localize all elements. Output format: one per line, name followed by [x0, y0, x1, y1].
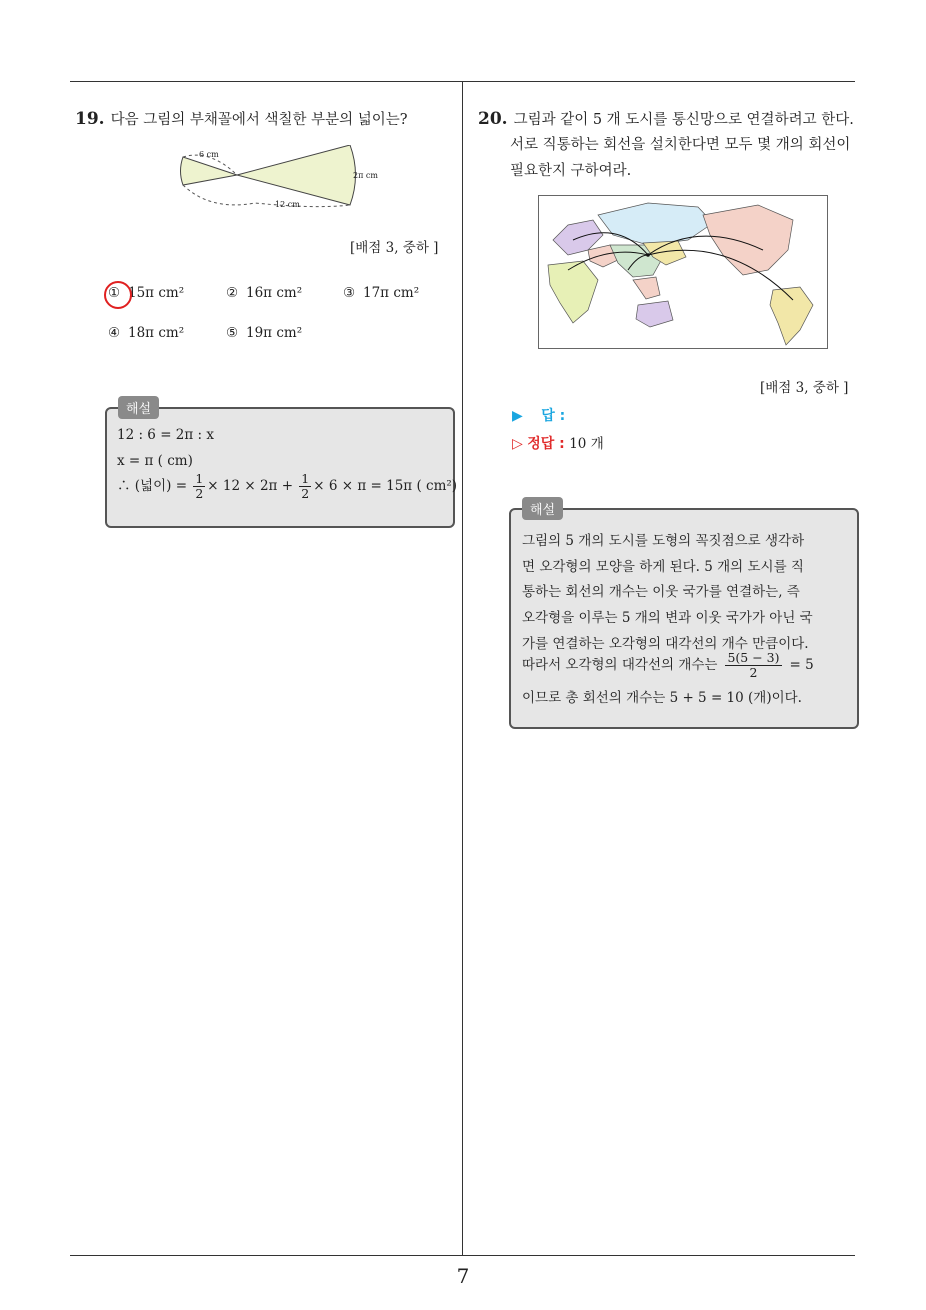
q19-large-sector — [237, 145, 356, 205]
q19-expl-line1: 12 : 6 = 2π : x — [117, 427, 214, 443]
play-icon: ▶ — [512, 408, 523, 424]
bottom-rule — [70, 1255, 855, 1256]
q19-meta: [배점 3, 중하 ] — [350, 240, 439, 256]
q20-stem-line1: 20. 그림과 같이 5 개 도시를 통신망으로 연결하려고 한다. — [478, 109, 854, 129]
q19-choice-3[interactable]: ③ 17π cm² — [343, 285, 420, 301]
q19-expl-line3: ∴ (넓이) = $\frac{1}{2}$ × 12 × 2π + $\frac{1}{2}$ × 6 × π = 15π ( cm²) — [117, 471, 458, 501]
q19-choice-2[interactable]: ② 16π cm² — [226, 285, 303, 301]
q19-small-sector — [181, 157, 238, 185]
fraction: $\frac{5(5 - 3)}{2}$ — [727, 650, 780, 680]
outline-triangle-icon: ▷ — [512, 436, 523, 452]
q19-number: 19. — [75, 109, 105, 129]
q20-correct-value: 10 개 — [569, 436, 604, 452]
q20-stem-line2: 서로 직통하는 회선을 설치한다면 모두 몇 개의 회선이 — [510, 137, 851, 153]
fraction: $\frac{1}{2}$ — [195, 471, 204, 501]
q20-number: 20. — [478, 109, 508, 129]
q19-choice-1[interactable]: ① 15π cm² — [108, 285, 184, 301]
q19-expl-line2: x = π ( cm) — [117, 453, 193, 469]
q19-label-12cm: 12 cm — [275, 200, 300, 209]
fraction: $\frac{1}{2}$ — [301, 471, 310, 501]
q19-text: 다음 그림의 부채꼴에서 색칠한 부분의 넓이는? — [110, 112, 408, 128]
q20-world-map — [538, 195, 828, 349]
q20-expl-line5: 가를 연결하는 오각형의 대각선의 개수 만큼이다. — [522, 636, 809, 652]
q19-choice-5[interactable]: ⑤ 19π cm² — [226, 325, 303, 341]
q20-stem-line3: 필요한지 구하여라. — [510, 163, 632, 179]
page-number: 7 — [456, 1264, 470, 1288]
q20-answer-row — [512, 405, 565, 425]
q20-explanation-tag: 해설 — [522, 497, 563, 520]
q19-explanation-tag: 해설 — [118, 396, 159, 419]
q20-answer-label: 답 : — [541, 408, 566, 424]
q20-expl-line6: 따라서 오각형의 대각선의 개수는 $\frac{5(5 - 3)}{2}$ = 5 — [522, 650, 814, 680]
q20-expl-line1: 그림의 5 개의 도시를 도형의 꼭짓점으로 생각하 — [522, 533, 805, 549]
q19-label-6cm: 6 cm — [199, 150, 219, 159]
selected-circle-icon — [104, 281, 132, 309]
q19-stem — [75, 106, 408, 133]
q19-label-2pi: 2π cm — [353, 171, 378, 180]
q20-expl-line2: 면 오각형의 모양을 하게 된다. 5 개의 도시를 직 — [522, 559, 804, 575]
q19-sector-figure — [175, 145, 390, 215]
q20-correct-row — [512, 432, 604, 453]
q20-correct-label: 정답 : — [527, 436, 565, 452]
q20-expl-line4: 오각형을 이루는 5 개의 변과 이웃 국가가 아닌 국 — [522, 610, 813, 626]
q20-expl-line3: 통하는 회선의 개수는 이웃 국가를 연결하는, 즉 — [522, 584, 800, 600]
column-divider — [462, 82, 463, 1255]
q19-choice-4[interactable]: ④ 18π cm² — [108, 325, 185, 341]
q20-expl-line7: 이므로 총 회선의 개수는 5 + 5 = 10 (개)이다. — [522, 690, 802, 706]
q20-meta: [배점 3, 중하 ] — [760, 380, 849, 396]
